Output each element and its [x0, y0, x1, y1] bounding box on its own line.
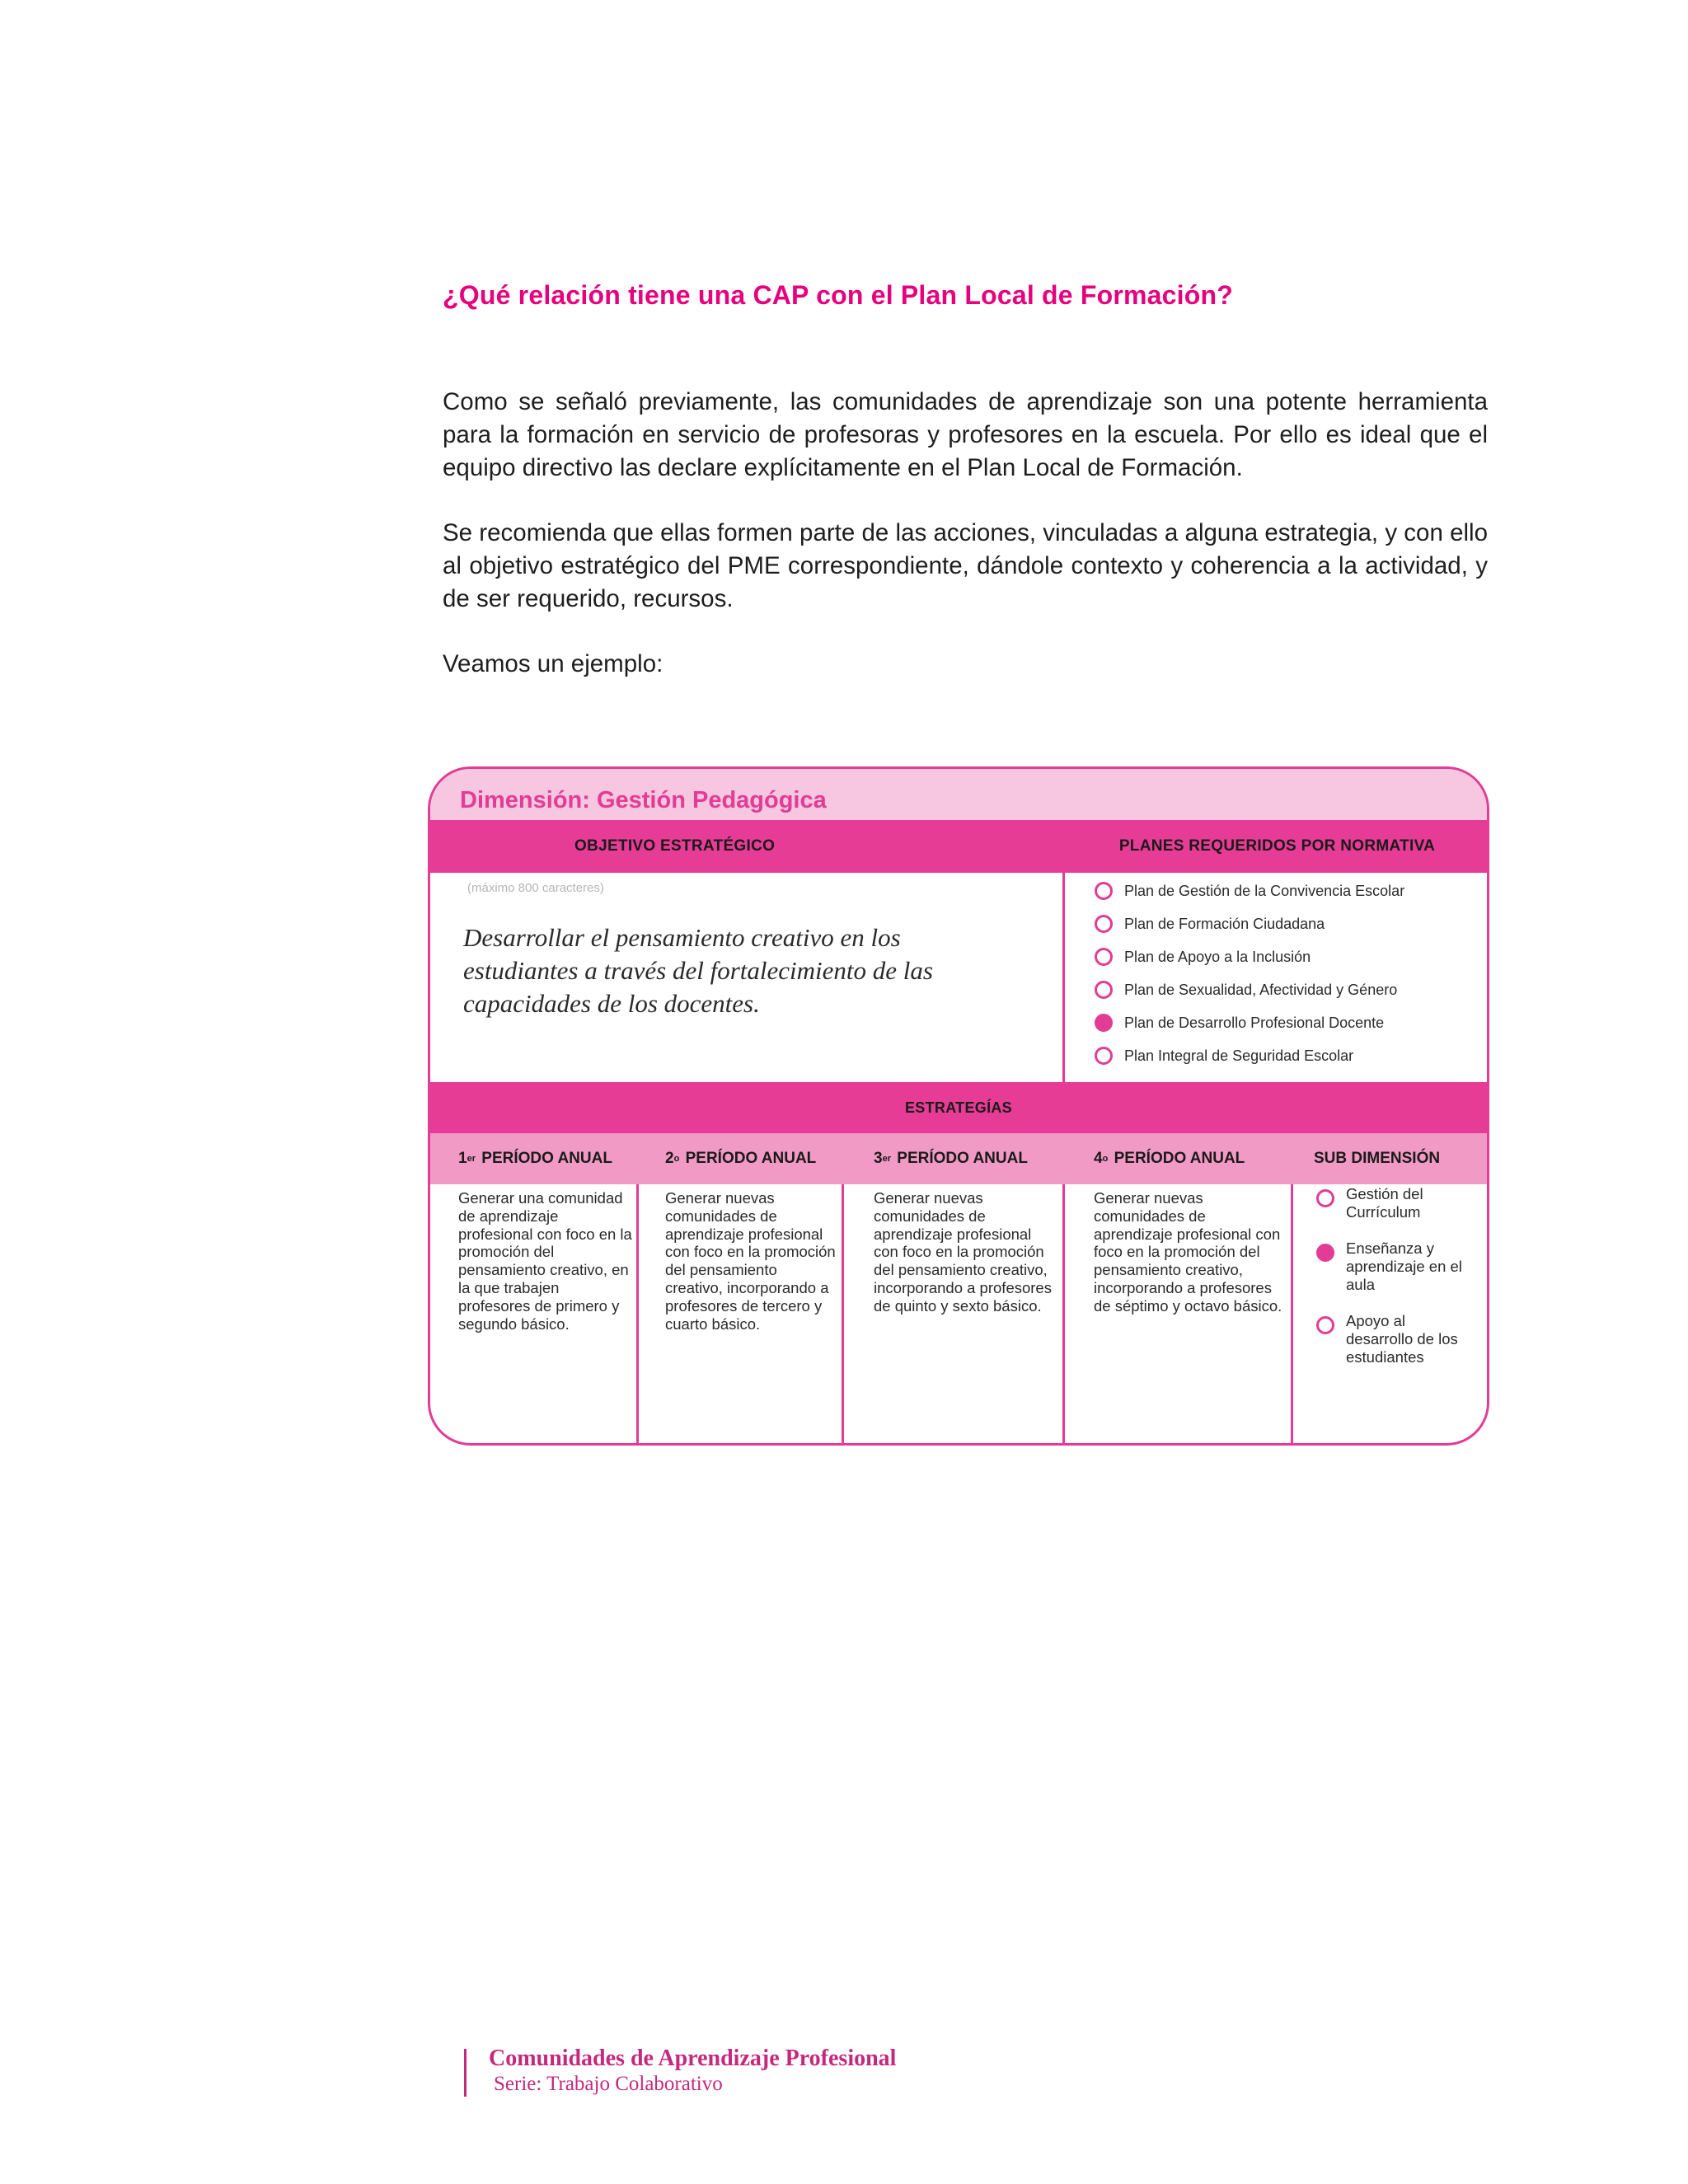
paragraph-example-lead: Veamos un ejemplo:: [443, 650, 663, 677]
plans-header: PLANES REQUERIDOS POR NORMATIVA: [1065, 820, 1489, 873]
pme-form-example: [428, 766, 1489, 1446]
period-2-text: Generar nuevas comunidades de aprendizaje profesional con foco en la promoción del pensamiento creativo, incorporando a profesores de tercero y cuarto básico.: [665, 1189, 836, 1333]
plans-list: [1095, 874, 1404, 1072]
plan-label: Plan Integral de Seguridad Escolar: [1124, 1047, 1354, 1064]
objective-hint: (máximo 800 caracteres): [467, 881, 604, 895]
plan-option[interactable]: [1095, 973, 1404, 1006]
period-number: 1: [458, 1150, 467, 1167]
period-ordinal: o: [1102, 1154, 1109, 1164]
period-header-3: [874, 1133, 1028, 1184]
strategies-header: ESTRATEGÍAS: [430, 1082, 1487, 1133]
footer-divider: [464, 2049, 467, 2097]
period-number: 4: [1094, 1150, 1103, 1167]
period-1-text: Generar una comunidad de aprendizaje profesional con foco en la promoción del pensamiento creativo, en la que trabajen profesores de primero y segundo básico.: [458, 1189, 632, 1333]
plan-option[interactable]: [1095, 1006, 1404, 1039]
plan-option[interactable]: [1095, 940, 1404, 973]
period-ordinal: er: [882, 1154, 891, 1164]
period-header-2: [665, 1133, 816, 1184]
period-label: PERÍODO ANUAL: [685, 1150, 817, 1167]
radio-icon[interactable]: [1095, 1014, 1113, 1032]
plan-label: Plan de Formación Ciudadana: [1124, 915, 1325, 932]
radio-icon[interactable]: [1095, 882, 1113, 900]
period-3-text: Generar nuevas comunidades de aprendizaje profesional con foco en la promoción del pensamiento creativo, incorporando a profesores de quinto y sexto básico.: [874, 1189, 1052, 1315]
subdimension-option[interactable]: [1316, 1185, 1473, 1240]
radio-icon[interactable]: [1316, 1244, 1334, 1262]
plan-option[interactable]: [1095, 907, 1404, 940]
radio-icon[interactable]: [1316, 1316, 1334, 1334]
subdimension-option[interactable]: [1316, 1312, 1473, 1366]
period-number: 3: [874, 1150, 883, 1167]
footer-subtitle: Serie: Trabajo Colaborativo: [494, 2073, 723, 2095]
period-4-text: Generar nuevas comunidades de aprendizaje profesional con foco en la promoción del pensamiento creativo, incorporando a profesores de séptimo y octavo básico.: [1094, 1189, 1282, 1315]
radio-icon[interactable]: [1316, 1189, 1334, 1207]
subdimension-label: Gestión del Currículum: [1346, 1185, 1423, 1221]
plan-option[interactable]: [1095, 874, 1404, 907]
radio-icon[interactable]: [1095, 981, 1113, 999]
dimension-title: Dimensión: Gestión Pedagógica: [460, 787, 827, 813]
page-heading: ¿Qué relación tiene una CAP con el Plan Local de Formación?: [443, 280, 1233, 310]
objective-header: OBJETIVO ESTRATÉGICO: [430, 820, 1065, 873]
radio-icon[interactable]: [1095, 948, 1113, 966]
radio-icon[interactable]: [1095, 915, 1113, 933]
paragraph-intro: Como se señaló previamente, las comunidades de aprendizaje son una potente herramienta para la formación en servicio de profesoras y profesores en la escuela. Por ello es ideal que el equipo directivo las declare explícitamente en el Plan Local de Formación.: [443, 388, 1488, 481]
period-ordinal: er: [467, 1154, 476, 1164]
objective-plans-divider: [1062, 873, 1065, 1082]
period-ordinal: o: [673, 1154, 680, 1164]
subdimension-header: SUB DIMENSIÓN: [1314, 1150, 1441, 1167]
plan-option[interactable]: [1095, 1039, 1404, 1072]
period-header-4: [1094, 1133, 1245, 1184]
plan-label: Plan de Apoyo a la Inclusión: [1124, 948, 1311, 965]
period-header-1: [458, 1133, 612, 1184]
footer-title: Comunidades de Aprendizaje Profesional: [489, 2046, 897, 2071]
subdimension-option[interactable]: [1316, 1240, 1473, 1312]
period-label: PERÍODO ANUAL: [1114, 1150, 1245, 1167]
period-label: PERÍODO ANUAL: [897, 1150, 1028, 1167]
objective-text: Desarrollar el pensamiento creativo en los estudiantes a través del fortalecimiento de las capacidades de los docentes.: [463, 923, 933, 1018]
subdimension-label: Apoyo al desarrollo de los estudiantes: [1346, 1312, 1458, 1366]
period-number: 2: [665, 1150, 674, 1167]
period-label: PERÍODO ANUAL: [481, 1150, 612, 1167]
plan-label: Plan de Desarrollo Profesional Docente: [1124, 1014, 1385, 1031]
subdimension-list: [1316, 1185, 1473, 1366]
paragraph-recommendation: Se recomienda que ellas formen parte de las acciones, vinculadas a alguna estrategia, y con ello al objetivo estratégico del PME correspondiente, dándole contexto y coherencia a la actividad, y de ser requerido, recursos.: [443, 519, 1488, 612]
plan-label: Plan de Gestión de la Convivencia Escolar: [1124, 882, 1405, 899]
radio-icon[interactable]: [1095, 1047, 1113, 1065]
subdimension-label: Enseñanza y aprendizaje en el aula: [1346, 1240, 1462, 1293]
plan-label: Plan de Sexualidad, Afectividad y Género: [1124, 981, 1398, 998]
